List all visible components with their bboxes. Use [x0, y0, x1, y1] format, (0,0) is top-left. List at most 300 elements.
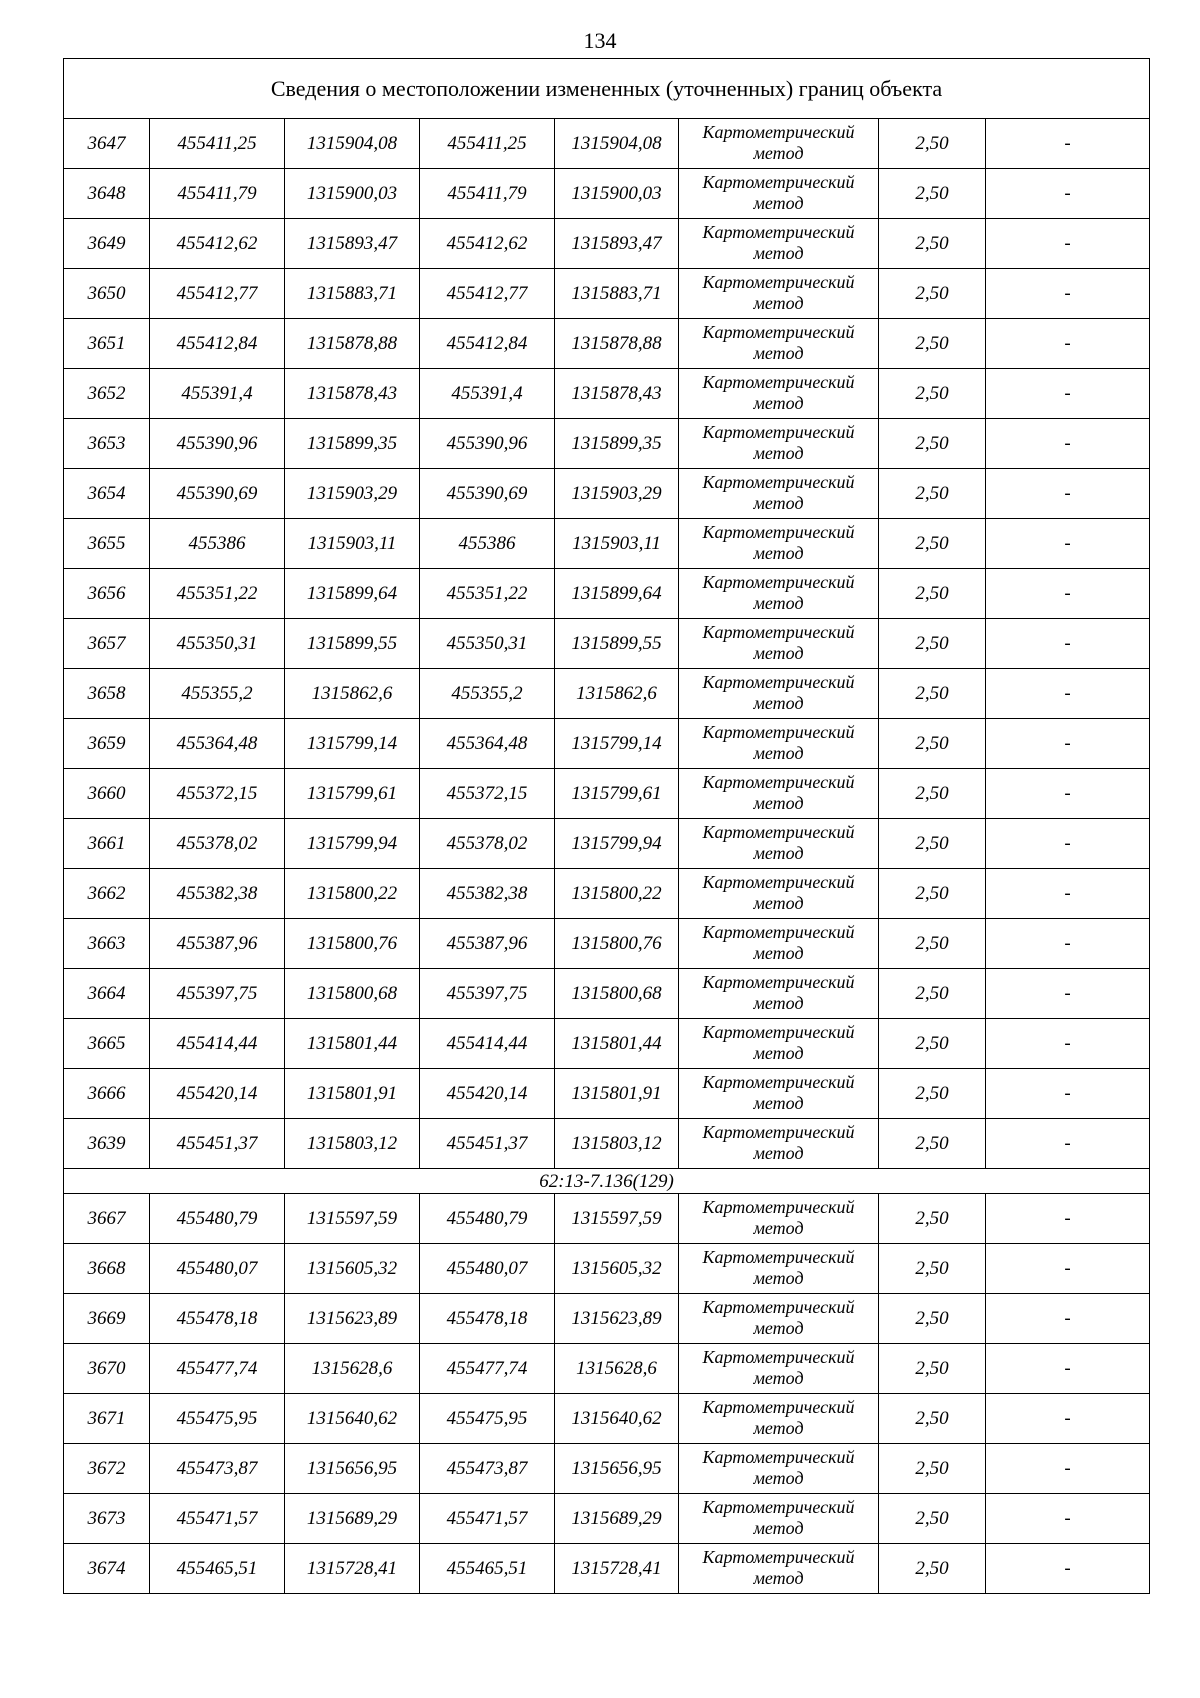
method-cell [679, 1019, 879, 1069]
note-cell: - [986, 269, 1150, 319]
title-row [64, 59, 1150, 119]
table-row [64, 369, 1150, 419]
method-cell [679, 819, 879, 869]
method-line-1: Картометрический [702, 922, 855, 942]
note-cell: - [986, 169, 1150, 219]
x-existing-cell: 455465,51 [150, 1544, 285, 1594]
method-cell [679, 519, 879, 569]
x-new-cell: 455477,74 [420, 1344, 555, 1394]
y-new-cell: 1315878,88 [555, 319, 679, 369]
x-new-cell: 455382,38 [420, 869, 555, 919]
note-cell: - [986, 519, 1150, 569]
method-cell [679, 469, 879, 519]
point-id-cell: 3662 [64, 869, 150, 919]
method-line-1: Картометрический [702, 1122, 855, 1142]
method-line-2: метод [753, 1268, 804, 1288]
point-id-cell: 3666 [64, 1069, 150, 1119]
precision-cell: 2,50 [879, 669, 986, 719]
y-existing-cell: 1315899,64 [285, 569, 420, 619]
y-existing-cell: 1315878,88 [285, 319, 420, 369]
x-existing-cell: 455372,15 [150, 769, 285, 819]
method-line-1: Картометрический [702, 572, 855, 592]
y-new-cell: 1315597,59 [555, 1194, 679, 1244]
method-cell [679, 669, 879, 719]
y-existing-cell: 1315597,59 [285, 1194, 420, 1244]
precision-cell: 2,50 [879, 619, 986, 669]
note-cell: - [986, 969, 1150, 1019]
note-cell: - [986, 119, 1150, 169]
method-line-2: метод [753, 1368, 804, 1388]
note-cell: - [986, 1069, 1150, 1119]
method-line-2: метод [753, 143, 804, 163]
table-row [64, 719, 1150, 769]
x-existing-cell: 455480,07 [150, 1244, 285, 1294]
precision-cell: 2,50 [879, 719, 986, 769]
section-row [64, 1169, 1150, 1194]
table-row [64, 1294, 1150, 1344]
point-id-cell: 3659 [64, 719, 150, 769]
x-new-cell: 455386 [420, 519, 555, 569]
coordinates-table [63, 58, 1150, 1594]
method-cell [679, 719, 879, 769]
precision-cell: 2,50 [879, 569, 986, 619]
section-label: 62:13-7.136(129) [64, 1169, 1150, 1194]
method-cell [679, 969, 879, 1019]
note-cell: - [986, 219, 1150, 269]
precision-cell: 2,50 [879, 1494, 986, 1544]
precision-cell: 2,50 [879, 219, 986, 269]
method-line-2: метод [753, 1418, 804, 1438]
method-line-1: Картометрический [702, 222, 855, 242]
precision-cell: 2,50 [879, 519, 986, 569]
precision-cell: 2,50 [879, 269, 986, 319]
page-number: 134 [583, 28, 617, 53]
x-existing-cell: 455478,18 [150, 1294, 285, 1344]
table-row [64, 119, 1150, 169]
method-line-1: Картометрический [702, 122, 855, 142]
y-new-cell: 1315893,47 [555, 219, 679, 269]
note-cell: - [986, 569, 1150, 619]
table-row [64, 1019, 1150, 1069]
method-cell [679, 1344, 879, 1394]
table-row [64, 169, 1150, 219]
method-line-2: метод [753, 193, 804, 213]
precision-cell: 2,50 [879, 469, 986, 519]
note-cell: - [986, 319, 1150, 369]
table-row [64, 619, 1150, 669]
precision-cell: 2,50 [879, 1394, 986, 1444]
x-existing-cell: 455387,96 [150, 919, 285, 969]
y-existing-cell: 1315883,71 [285, 269, 420, 319]
precision-cell: 2,50 [879, 419, 986, 469]
point-id-cell: 3665 [64, 1019, 150, 1069]
method-cell [679, 1244, 879, 1294]
point-id-cell: 3648 [64, 169, 150, 219]
point-id-cell: 3670 [64, 1344, 150, 1394]
method-line-2: метод [753, 543, 804, 563]
y-new-cell: 1315799,94 [555, 819, 679, 869]
method-line-1: Картометрический [702, 1397, 855, 1417]
note-cell: - [986, 1244, 1150, 1294]
x-new-cell: 455351,22 [420, 569, 555, 619]
table-row [64, 769, 1150, 819]
method-cell [679, 1194, 879, 1244]
y-new-cell: 1315899,55 [555, 619, 679, 669]
precision-cell: 2,50 [879, 1119, 986, 1169]
precision-cell: 2,50 [879, 1344, 986, 1394]
y-new-cell: 1315728,41 [555, 1544, 679, 1594]
x-new-cell: 455478,18 [420, 1294, 555, 1344]
x-existing-cell: 455386 [150, 519, 285, 569]
method-line-1: Картометрический [702, 822, 855, 842]
method-line-1: Картометрический [702, 1022, 855, 1042]
y-new-cell: 1315800,76 [555, 919, 679, 969]
y-new-cell: 1315800,68 [555, 969, 679, 1019]
table-row [64, 819, 1150, 869]
precision-cell: 2,50 [879, 119, 986, 169]
method-cell [679, 269, 879, 319]
x-existing-cell: 455378,02 [150, 819, 285, 869]
note-cell: - [986, 819, 1150, 869]
method-line-2: метод [753, 1043, 804, 1063]
method-line-1: Картометрический [702, 972, 855, 992]
x-existing-cell: 455473,87 [150, 1444, 285, 1494]
y-existing-cell: 1315640,62 [285, 1394, 420, 1444]
note-cell: - [986, 1394, 1150, 1444]
method-line-1: Картометрический [702, 1297, 855, 1317]
precision-cell: 2,50 [879, 1294, 986, 1344]
method-line-1: Картометрический [702, 472, 855, 492]
y-new-cell: 1315656,95 [555, 1444, 679, 1494]
method-line-2: метод [753, 893, 804, 913]
table-row [64, 519, 1150, 569]
method-cell [679, 369, 879, 419]
method-line-2: метод [753, 793, 804, 813]
method-line-1: Картометрический [702, 272, 855, 292]
method-line-2: метод [753, 343, 804, 363]
y-existing-cell: 1315728,41 [285, 1544, 420, 1594]
point-id-cell: 3653 [64, 419, 150, 469]
method-cell [679, 1544, 879, 1594]
method-cell [679, 569, 879, 619]
method-line-2: метод [753, 643, 804, 663]
method-line-1: Картометрический [702, 1547, 855, 1567]
method-cell [679, 119, 879, 169]
x-existing-cell: 455355,2 [150, 669, 285, 719]
method-line-1: Картометрический [702, 622, 855, 642]
method-cell [679, 1119, 879, 1169]
precision-cell: 2,50 [879, 1194, 986, 1244]
note-cell: - [986, 369, 1150, 419]
table-row [64, 1494, 1150, 1544]
x-new-cell: 455411,79 [420, 169, 555, 219]
precision-cell: 2,50 [879, 769, 986, 819]
method-cell [679, 1394, 879, 1444]
table-row [64, 319, 1150, 369]
x-existing-cell: 455391,4 [150, 369, 285, 419]
point-id-cell: 3658 [64, 669, 150, 719]
method-line-2: метод [753, 943, 804, 963]
y-existing-cell: 1315801,44 [285, 1019, 420, 1069]
y-new-cell: 1315605,32 [555, 1244, 679, 1294]
x-new-cell: 455473,87 [420, 1444, 555, 1494]
method-cell [679, 1444, 879, 1494]
table-row [64, 1244, 1150, 1294]
x-existing-cell: 455412,84 [150, 319, 285, 369]
y-existing-cell: 1315899,35 [285, 419, 420, 469]
x-existing-cell: 455411,25 [150, 119, 285, 169]
table-row [64, 1194, 1150, 1244]
method-line-1: Картометрический [702, 372, 855, 392]
precision-cell: 2,50 [879, 1544, 986, 1594]
method-line-2: метод [753, 243, 804, 263]
x-new-cell: 455391,4 [420, 369, 555, 419]
y-existing-cell: 1315799,14 [285, 719, 420, 769]
method-line-1: Картометрический [702, 1197, 855, 1217]
precision-cell: 2,50 [879, 1444, 986, 1494]
y-existing-cell: 1315900,03 [285, 169, 420, 219]
note-cell: - [986, 719, 1150, 769]
x-existing-cell: 455480,79 [150, 1194, 285, 1244]
x-new-cell: 455364,48 [420, 719, 555, 769]
point-id-cell: 3667 [64, 1194, 150, 1244]
point-id-cell: 3660 [64, 769, 150, 819]
y-existing-cell: 1315628,6 [285, 1344, 420, 1394]
method-line-1: Картометрический [702, 772, 855, 792]
point-id-cell: 3661 [64, 819, 150, 869]
y-existing-cell: 1315862,6 [285, 669, 420, 719]
x-existing-cell: 455414,44 [150, 1019, 285, 1069]
y-new-cell: 1315803,12 [555, 1119, 679, 1169]
x-existing-cell: 455412,62 [150, 219, 285, 269]
x-existing-cell: 455382,38 [150, 869, 285, 919]
method-line-2: метод [753, 843, 804, 863]
y-existing-cell: 1315893,47 [285, 219, 420, 269]
point-id-cell: 3663 [64, 919, 150, 969]
y-existing-cell: 1315803,12 [285, 1119, 420, 1169]
method-line-1: Картометрический [702, 1497, 855, 1517]
method-line-2: метод [753, 1143, 804, 1163]
method-line-1: Картометрический [702, 172, 855, 192]
method-line-2: метод [753, 593, 804, 613]
method-cell [679, 419, 879, 469]
x-new-cell: 455480,07 [420, 1244, 555, 1294]
y-new-cell: 1315900,03 [555, 169, 679, 219]
note-cell: - [986, 469, 1150, 519]
method-line-1: Картометрический [702, 1447, 855, 1467]
method-cell [679, 1294, 879, 1344]
y-new-cell: 1315689,29 [555, 1494, 679, 1544]
table-row [64, 569, 1150, 619]
x-existing-cell: 455411,79 [150, 169, 285, 219]
y-existing-cell: 1315899,55 [285, 619, 420, 669]
precision-cell: 2,50 [879, 919, 986, 969]
x-existing-cell: 455397,75 [150, 969, 285, 1019]
table-row [64, 1394, 1150, 1444]
precision-cell: 2,50 [879, 1069, 986, 1119]
point-id-cell: 3664 [64, 969, 150, 1019]
y-new-cell: 1315899,64 [555, 569, 679, 619]
x-new-cell: 455420,14 [420, 1069, 555, 1119]
y-new-cell: 1315883,71 [555, 269, 679, 319]
point-id-cell: 3672 [64, 1444, 150, 1494]
point-id-cell: 3669 [64, 1294, 150, 1344]
method-line-2: метод [753, 293, 804, 313]
x-new-cell: 455390,96 [420, 419, 555, 469]
precision-cell: 2,50 [879, 819, 986, 869]
table-row [64, 969, 1150, 1019]
y-new-cell: 1315799,14 [555, 719, 679, 769]
note-cell: - [986, 919, 1150, 969]
y-existing-cell: 1315689,29 [285, 1494, 420, 1544]
x-new-cell: 455451,37 [420, 1119, 555, 1169]
point-id-cell: 3673 [64, 1494, 150, 1544]
method-line-2: метод [753, 1468, 804, 1488]
x-existing-cell: 455420,14 [150, 1069, 285, 1119]
table-row [64, 869, 1150, 919]
table-row [64, 1344, 1150, 1394]
method-cell [679, 1069, 879, 1119]
x-existing-cell: 455364,48 [150, 719, 285, 769]
method-line-1: Картометрический [702, 1072, 855, 1092]
x-existing-cell: 455351,22 [150, 569, 285, 619]
point-id-cell: 3647 [64, 119, 150, 169]
method-cell [679, 219, 879, 269]
method-line-1: Картометрический [702, 1347, 855, 1367]
precision-cell: 2,50 [879, 319, 986, 369]
method-line-2: метод [753, 993, 804, 1013]
note-cell: - [986, 1294, 1150, 1344]
y-existing-cell: 1315623,89 [285, 1294, 420, 1344]
x-new-cell: 455412,62 [420, 219, 555, 269]
x-new-cell: 455350,31 [420, 619, 555, 669]
x-new-cell: 455387,96 [420, 919, 555, 969]
precision-cell: 2,50 [879, 969, 986, 1019]
method-cell [679, 1494, 879, 1544]
x-new-cell: 455475,95 [420, 1394, 555, 1444]
table-row [64, 269, 1150, 319]
method-cell [679, 319, 879, 369]
note-cell: - [986, 1444, 1150, 1494]
method-cell [679, 169, 879, 219]
point-id-cell: 3668 [64, 1244, 150, 1294]
table-title: Сведения о местоположении измененных (уточненных) границ объекта [64, 59, 1150, 119]
precision-cell: 2,50 [879, 1019, 986, 1069]
y-existing-cell: 1315801,91 [285, 1069, 420, 1119]
x-new-cell: 455378,02 [420, 819, 555, 869]
y-new-cell: 1315801,91 [555, 1069, 679, 1119]
method-cell [679, 919, 879, 969]
table-row [64, 219, 1150, 269]
x-existing-cell: 455390,69 [150, 469, 285, 519]
x-new-cell: 455390,69 [420, 469, 555, 519]
point-id-cell: 3655 [64, 519, 150, 569]
table-body [64, 59, 1150, 1594]
note-cell: - [986, 1494, 1150, 1544]
x-existing-cell: 455390,96 [150, 419, 285, 469]
method-line-1: Картометрический [702, 872, 855, 892]
note-cell: - [986, 1019, 1150, 1069]
method-line-1: Картометрический [702, 522, 855, 542]
method-line-2: метод [753, 1093, 804, 1113]
x-existing-cell: 455451,37 [150, 1119, 285, 1169]
table-row [64, 1119, 1150, 1169]
method-line-2: метод [753, 1218, 804, 1238]
point-id-cell: 3649 [64, 219, 150, 269]
table-row [64, 669, 1150, 719]
method-cell [679, 619, 879, 669]
method-line-2: метод [753, 1518, 804, 1538]
note-cell: - [986, 769, 1150, 819]
method-line-1: Картометрический [702, 1247, 855, 1267]
y-new-cell: 1315640,62 [555, 1394, 679, 1444]
point-id-cell: 3651 [64, 319, 150, 369]
precision-cell: 2,50 [879, 1244, 986, 1294]
y-new-cell: 1315623,89 [555, 1294, 679, 1344]
note-cell: - [986, 1119, 1150, 1169]
method-line-2: метод [753, 493, 804, 513]
x-new-cell: 455397,75 [420, 969, 555, 1019]
y-existing-cell: 1315904,08 [285, 119, 420, 169]
table-row [64, 919, 1150, 969]
x-new-cell: 455355,2 [420, 669, 555, 719]
precision-cell: 2,50 [879, 869, 986, 919]
method-line-2: метод [753, 393, 804, 413]
point-id-cell: 3654 [64, 469, 150, 519]
method-line-2: метод [753, 1318, 804, 1338]
y-new-cell: 1315878,43 [555, 369, 679, 419]
y-existing-cell: 1315605,32 [285, 1244, 420, 1294]
x-new-cell: 455372,15 [420, 769, 555, 819]
x-existing-cell: 455350,31 [150, 619, 285, 669]
y-existing-cell: 1315903,11 [285, 519, 420, 569]
x-new-cell: 455412,77 [420, 269, 555, 319]
x-new-cell: 455412,84 [420, 319, 555, 369]
method-line-2: метод [753, 443, 804, 463]
method-line-1: Картометрический [702, 722, 855, 742]
x-new-cell: 455465,51 [420, 1544, 555, 1594]
x-new-cell: 455414,44 [420, 1019, 555, 1069]
y-new-cell: 1315800,22 [555, 869, 679, 919]
method-line-1: Картометрический [702, 322, 855, 342]
y-existing-cell: 1315800,76 [285, 919, 420, 969]
x-existing-cell: 455477,74 [150, 1344, 285, 1394]
note-cell: - [986, 669, 1150, 719]
table-row [64, 469, 1150, 519]
table-row [64, 1544, 1150, 1594]
point-id-cell: 3657 [64, 619, 150, 669]
x-new-cell: 455411,25 [420, 119, 555, 169]
y-existing-cell: 1315656,95 [285, 1444, 420, 1494]
y-new-cell: 1315628,6 [555, 1344, 679, 1394]
y-new-cell: 1315799,61 [555, 769, 679, 819]
y-existing-cell: 1315903,29 [285, 469, 420, 519]
method-line-2: метод [753, 693, 804, 713]
y-existing-cell: 1315799,61 [285, 769, 420, 819]
precision-cell: 2,50 [879, 169, 986, 219]
method-cell [679, 769, 879, 819]
note-cell: - [986, 419, 1150, 469]
y-existing-cell: 1315800,22 [285, 869, 420, 919]
point-id-cell: 3674 [64, 1544, 150, 1594]
note-cell: - [986, 1544, 1150, 1594]
y-existing-cell: 1315800,68 [285, 969, 420, 1019]
point-id-cell: 3656 [64, 569, 150, 619]
x-existing-cell: 455475,95 [150, 1394, 285, 1444]
y-new-cell: 1315899,35 [555, 419, 679, 469]
table-row [64, 1069, 1150, 1119]
point-id-cell: 3671 [64, 1394, 150, 1444]
